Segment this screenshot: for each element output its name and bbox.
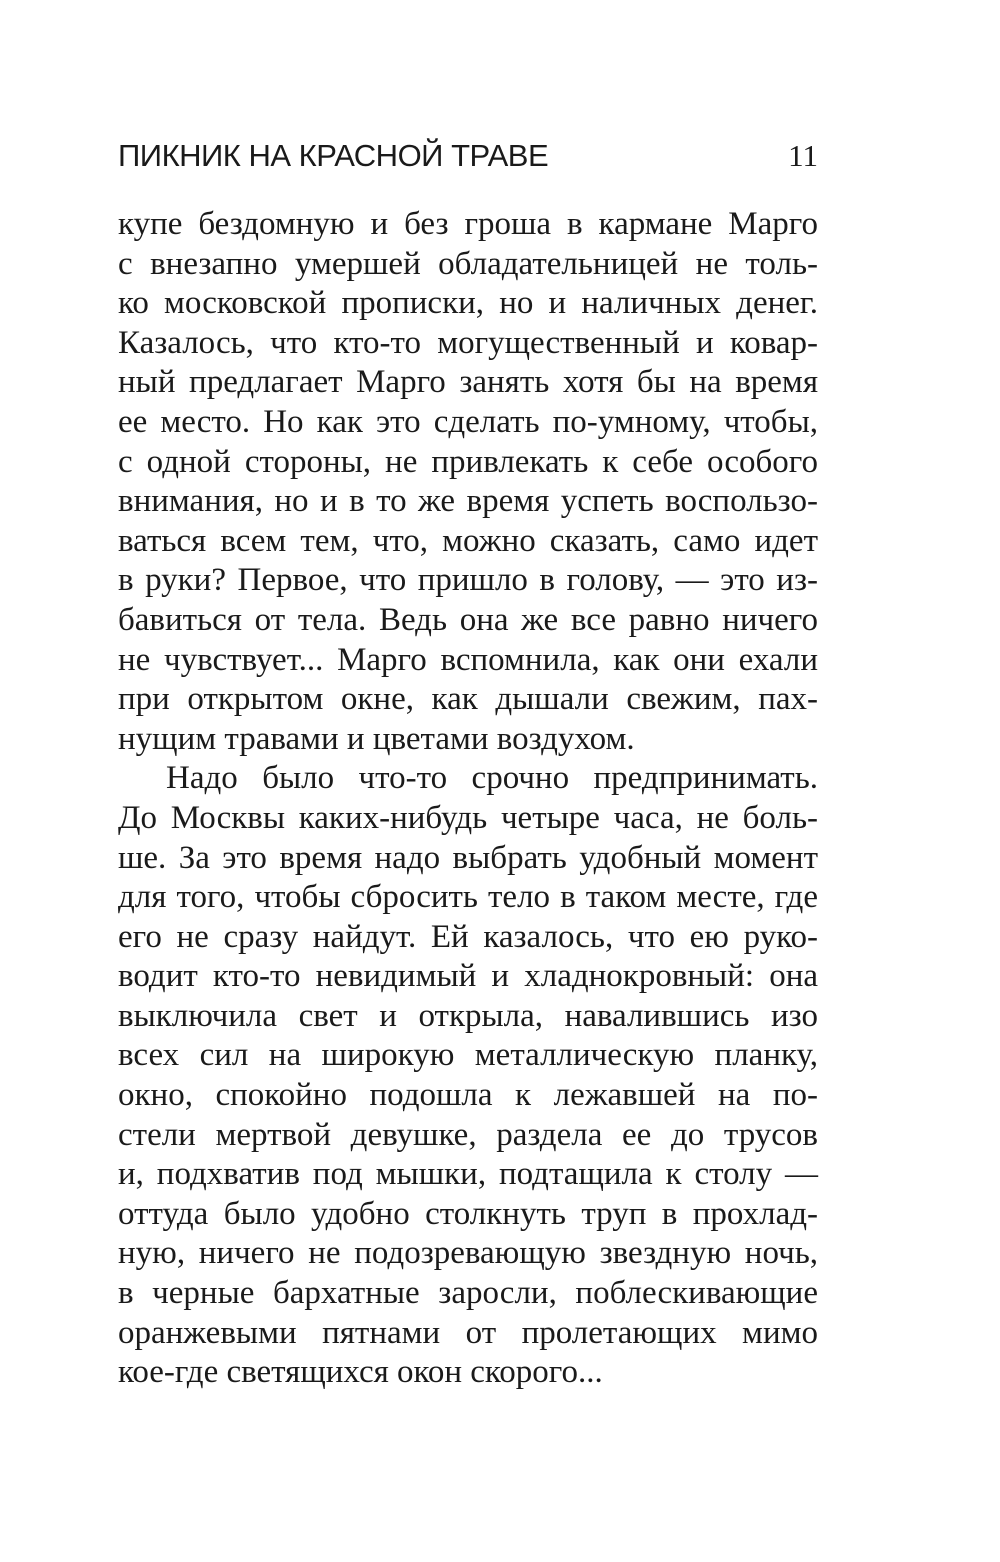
text-line: с внезапно умершей обладательницей не толь- bbox=[118, 245, 818, 282]
running-head bbox=[118, 136, 818, 176]
text-line: ее место. Но как это сделать по-умному, чтобы, bbox=[118, 403, 818, 440]
text-line: его не сразу найдут. Ей казалось, что ею руко- bbox=[118, 918, 818, 955]
body-text bbox=[118, 205, 818, 1393]
text-line: ный предлагает Марго занять хотя бы на время bbox=[118, 364, 818, 401]
text-line: окно, спокойно подошла к лежавшей на по- bbox=[118, 1077, 818, 1114]
text-line: в черные бархатные заросли, поблескивающие bbox=[118, 1275, 818, 1312]
text-line: ко московской прописки, но и наличных денег. bbox=[118, 285, 818, 322]
text-line: стели мертвой девушке, раздела ее до трусов bbox=[118, 1116, 818, 1153]
text-line: ше. За это время надо выбрать удобный момент bbox=[118, 839, 818, 876]
text-line: внимания, но и в то же время успеть воспользо- bbox=[118, 483, 818, 520]
text-line: До Москвы каких-нибудь четыре часа, не боль- bbox=[118, 799, 818, 836]
text-line: водит кто-то невидимый и хладнокровный: она bbox=[118, 958, 818, 995]
text-line: с одной стороны, не привлекать к себе особого bbox=[118, 443, 818, 480]
text-line: Надо было что-то срочно предпринимать. bbox=[166, 760, 818, 797]
page-number: 11 bbox=[788, 138, 818, 173]
text-line: при открытом окне, как дышали свежим, пах- bbox=[118, 681, 818, 718]
text-line: выключила свет и открыла, навалившись изо bbox=[118, 997, 818, 1034]
paragraph-1 bbox=[118, 205, 818, 759]
text-line: не чувствует... Марго вспомнила, как они ехали bbox=[118, 641, 818, 678]
text-line: ную, ничего не подозревающую звездную ночь, bbox=[118, 1235, 818, 1272]
text-line: купе бездомную и без гроша в кармане Марго bbox=[118, 206, 818, 242]
text-line: и, подхватив под мышки, подтащила к столу — bbox=[118, 1156, 818, 1193]
text-line: нущим травами и цветами воздухом. bbox=[118, 720, 635, 757]
text-line: бавиться от тела. Ведь она же все равно ничего bbox=[118, 601, 818, 638]
paragraph-2 bbox=[118, 759, 818, 1393]
text-line: для того, чтобы сбросить тело в таком месте, где bbox=[118, 879, 818, 916]
running-title: ПИКНИК НА КРАСНОЙ ТРАВЕ bbox=[118, 138, 549, 173]
text-line: оттуда было удобно столкнуть труп в прохлад- bbox=[118, 1195, 818, 1232]
text-line: оранжевыми пятнами от пролетающих мимо bbox=[118, 1314, 818, 1351]
text-line: в руки? Первое, что пришло в голову, — это из- bbox=[118, 562, 818, 599]
text-line: Казалось, что кто-то могущественный и ковар- bbox=[118, 324, 818, 361]
text-line: всех сил на широкую металлическую планку, bbox=[118, 1037, 818, 1074]
text-line: кое-где светящихся окон скорого... bbox=[118, 1354, 603, 1391]
text-line: ваться всем тем, что, можно сказать, само идет bbox=[118, 522, 818, 559]
